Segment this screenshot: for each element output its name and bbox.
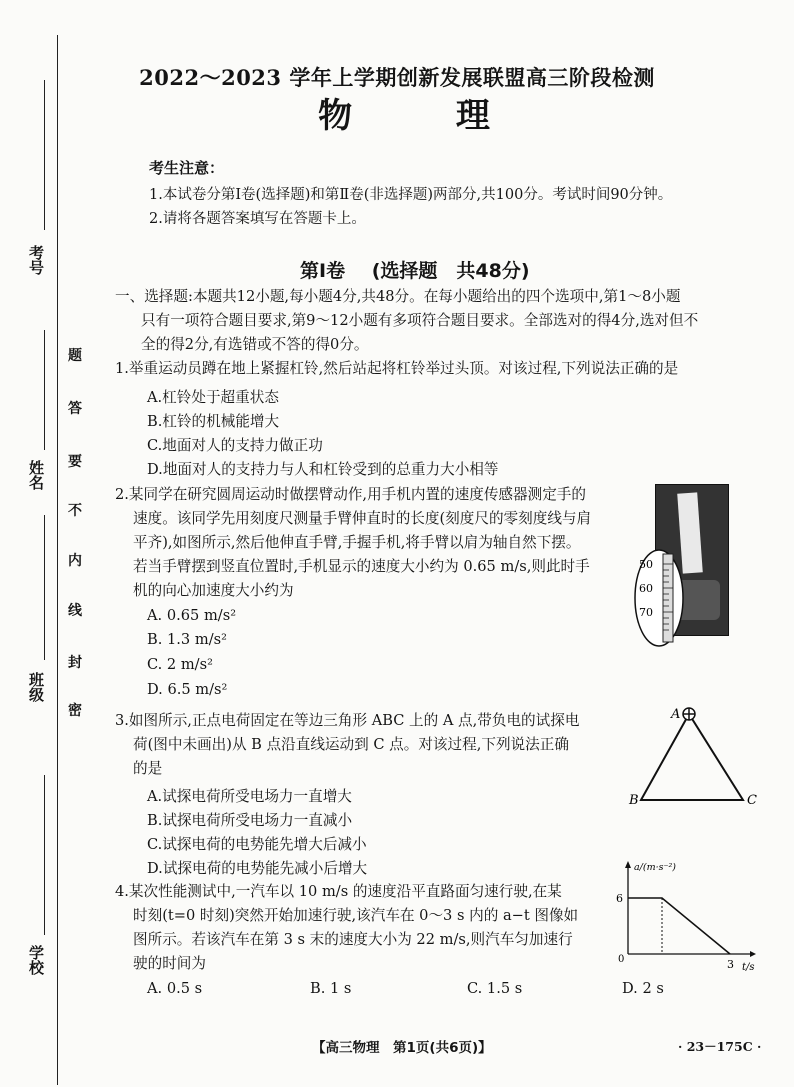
school-blank	[44, 775, 45, 935]
ruler-magnifier	[633, 548, 685, 648]
seal-char: 封	[68, 655, 82, 671]
at-chart	[610, 858, 760, 974]
class-label: 班级	[27, 672, 45, 702]
question-4-stem: 驶的时间为	[133, 955, 206, 972]
question-4-stem: 时刻(t=0 时刻)突然开始加速行驶,该汽车在 0～3 s 内的 a−t 图像如	[133, 907, 579, 924]
question-2-option-a: A. 0.65 m/s²	[147, 607, 237, 624]
ruler-body	[663, 554, 673, 642]
y-tick-label: 6	[616, 892, 623, 905]
seal-char: 要	[68, 454, 82, 470]
question-3-stem: 3.如图所示,正点电荷固定在等边三角形 ABC 上的 A 点,带负电的试探电	[115, 712, 580, 729]
question-4-option-a: A. 0.5 s	[147, 980, 203, 997]
question-1-option-a: A.杠铃处于超重状态	[147, 389, 279, 406]
question-4-option-b: B. 1 s	[310, 980, 352, 997]
seal-char: 线	[68, 603, 82, 619]
question-2-stem: 2.某同学在研究圆周运动时做摆臂动作,用手机内置的速度传感器测定手的	[115, 486, 586, 503]
seal-char: 题	[68, 348, 82, 364]
y-axis-arrow	[625, 861, 631, 868]
question-2-stem: 机的向心加速度大小约为	[133, 582, 294, 599]
question-3-option-c: C.试探电荷的电势能先增大后减小	[147, 836, 367, 853]
vertex-label-c: C	[747, 793, 757, 808]
notice-heading: 考生注意：	[149, 159, 225, 177]
question-2-stem: 速度。该同学先用刻度尺测量手臂伸直时的长度(刻度尺的零刻度线与肩	[133, 510, 592, 527]
ruler-tick-label: 70	[639, 606, 653, 619]
question-1-option-c: C.地面对人的支持力做正功	[147, 437, 323, 454]
subject-title: 物 理	[318, 96, 536, 136]
seal-char: 不	[68, 503, 82, 519]
question-2-option-c: C. 2 m/s²	[147, 656, 213, 673]
question-4-stem: 图所示。若该汽车在第 3 s 末的速度大小为 22 m/s,则汽车匀加速行	[133, 931, 573, 948]
ruler-tick-label: 50	[639, 558, 653, 571]
notice-item: 2.请将各题答案填写在答题卡上。	[149, 211, 366, 227]
question-4-option-c: C. 1.5 s	[467, 980, 523, 997]
section-name: 第Ⅰ卷	[300, 260, 346, 282]
question-4-stem: 4.某次性能测试中,一汽车以 10 m/s 的速度沿平直路面匀速行驶,在某	[115, 883, 562, 900]
class-blank	[44, 515, 45, 660]
question-1-option-d: D.地面对人的支持力与人和杠铃受到的总重力大小相等	[147, 461, 499, 478]
x-axis-label: t/s	[742, 962, 755, 973]
question-3-stem: 荷(图中未画出)从 B 点沿直线运动到 C 点。对该过程,下列说法正确	[133, 736, 569, 753]
vertex-label-a: A	[671, 707, 681, 722]
instruction-line: 全的得2分,有选错或不答的得0分。	[141, 336, 369, 353]
question-3-option-b: B.试探电荷所受电场力一直减小	[147, 812, 353, 829]
exam-no-label: 考号	[27, 245, 45, 275]
question-3-option-a: A.试探电荷所受电场力一直增大	[147, 788, 352, 805]
name-blank	[44, 330, 45, 450]
seal-char: 答	[68, 401, 82, 417]
name-label: 姓名	[27, 460, 45, 490]
question-1-option-b: B.杠铃的机械能增大	[147, 413, 280, 430]
instruction-line: 只有一项符合题目要求,第9～12小题有多项符合题目要求。全部选对的得4分,选对但不	[141, 312, 699, 329]
question-3-option-d: D.试探电荷的电势能先减小后增大	[147, 860, 368, 877]
question-2-option-d: D. 6.5 m/s²	[147, 681, 228, 698]
exam-title: 2022～2023 学年上学期创新发展联盟高三阶段检测	[139, 65, 655, 90]
paper-code: · 23－175C ·	[678, 1039, 762, 1054]
vertex-label-b: B	[629, 793, 639, 808]
question-2-stem: 若当手臂摆到竖直位置时,手机显示的速度大小约为 0.65 m/s,则此时手	[133, 558, 590, 575]
triangle-abc	[641, 714, 743, 800]
origin-label: 0	[618, 954, 625, 965]
question-2-stem: 平齐),如图所示,然后他伸直手臂,手握手机,将手臂以肩为轴自然下摆。	[133, 534, 581, 551]
series-line	[628, 898, 730, 954]
section-title	[300, 256, 530, 283]
section-subtitle: (选择题 共48分)	[371, 260, 530, 282]
y-axis-label: a/(m·s⁻²)	[634, 862, 677, 873]
question-4-option-d: D. 2 s	[622, 980, 664, 997]
instruction-line: 一、选择题:本题共12小题,每小题4分,共48分。在每小题给出的四个选项中,第1～8小题	[115, 288, 681, 305]
seal-char: 内	[68, 553, 82, 569]
ruler-tick-label: 60	[639, 582, 653, 595]
binding-line	[57, 35, 58, 1085]
x-axis-arrow	[750, 951, 756, 957]
x-tick-label: 3	[727, 958, 734, 971]
question-3-stem: 的是	[133, 760, 163, 777]
question-1-stem: 1.举重运动员蹲在地上紧握杠铃,然后站起将杠铃举过头顶。对该过程,下列说法正确的是	[115, 360, 679, 377]
notice-item: 1.本试卷分第Ⅰ卷(选择题)和第Ⅱ卷(非选择题)两部分,共100分。考试时间90分钟。	[149, 187, 673, 203]
page-footer: 【高三物理 第1页(共6页)】	[312, 1040, 492, 1056]
school-label: 学校	[27, 945, 45, 975]
seal-char: 密	[68, 703, 82, 719]
question-2-option-b: B. 1.3 m/s²	[147, 631, 227, 648]
triangle-figure	[625, 700, 765, 810]
